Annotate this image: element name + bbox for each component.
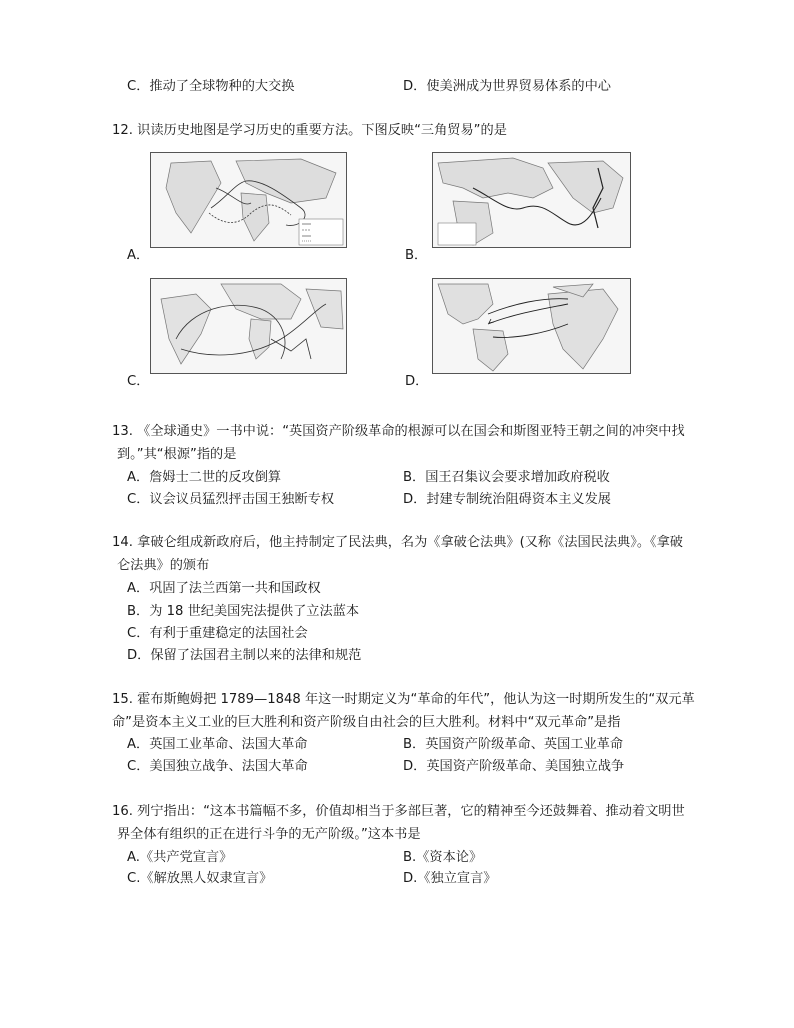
map-b — [432, 152, 631, 248]
q12-label-a: A． — [127, 248, 150, 263]
q12-stem: 12. 识读历史地图是学习历史的重要方法。下图反映“三角贸易”的是 — [112, 123, 507, 138]
map-c-graphic — [151, 279, 346, 373]
q15-stem-line1: 15. 霍布斯鲍姆把 1789—1848 年这一时期定义为“革命的年代”，他认为这一时期所发生的“双元革 — [112, 692, 695, 707]
q16-stem-line1: 16. 列宁指出：“这本书篇幅不多，价值却相当于多部巨著，它的精神至今还鼓舞着、推动着文明世 — [112, 804, 685, 819]
q15-option-a: A．英国工业革命、法国大革命 — [127, 737, 308, 752]
q14-option-b: B．为 18 世纪美国宪法提供了立法蓝本 — [127, 604, 360, 619]
q11-option-d: D．使美洲成为世界贸易体系的中心 — [403, 79, 611, 94]
q13-option-a: A．詹姆士二世的反攻倒算 — [127, 470, 282, 485]
q16-stem-line2: 界全体有组织的正在进行斗争的无产阶级。”这本书是 — [117, 827, 421, 842]
map-b-graphic — [433, 153, 630, 247]
q16-option-b: B.《资本论》 — [403, 850, 483, 865]
q14-stem-line2: 仑法典》的颁布 — [117, 558, 210, 573]
q15-stem-line2: 命”是资本主义工业的巨大胜利和资产阶级自由社会的巨大胜利。材料中“双元革命”是指 — [112, 715, 621, 730]
q14-stem-line1: 14. 拿破仑组成新政府后，他主持制定了民法典，名为《拿破仑法典》(又称《法国民法典》。《拿破 — [112, 535, 683, 550]
map-c — [150, 278, 347, 374]
q16-option-d: D.《独立宣言》 — [403, 871, 497, 886]
q15-option-b: B．英国资产阶级革命、英国工业革命 — [403, 737, 624, 752]
q12-label-b: B． — [405, 248, 428, 263]
q13-stem-line2: 到。”其“根源”指的是 — [117, 447, 237, 462]
q14-option-c: C．有利于重建稳定的法国社会 — [127, 626, 308, 641]
map-d — [432, 278, 631, 374]
q11-option-c: C．推动了全球物种的大交换 — [127, 79, 295, 94]
q13-stem-line1: 13. 《全球通史》一书中说：“英国资产阶级革命的根源可以在国会和斯图亚特王朝之间的冲突中找 — [112, 424, 685, 439]
q14-option-a: A．巩固了法兰西第一共和国政权 — [127, 581, 321, 596]
q16-option-c: C.《解放黑人奴隶宣言》 — [127, 871, 273, 886]
q12-label-c: C． — [127, 374, 150, 389]
map-a-graphic — [151, 153, 346, 247]
q15-option-c: C．美国独立战争、法国大革命 — [127, 759, 308, 774]
q13-option-b: B．国王召集议会要求增加政府税收 — [403, 470, 610, 485]
q15-option-d: D．英国资产阶级革命、美国独立战争 — [403, 759, 625, 774]
q13-option-c: C．议会议员猛烈抨击国王独断专权 — [127, 492, 335, 507]
map-a — [150, 152, 347, 248]
map-d-graphic — [433, 279, 630, 373]
q12-label-d: D． — [405, 374, 429, 389]
q14-option-d: D．保留了法国君主制以来的法律和规范 — [127, 648, 362, 663]
q13-option-d: D．封建专制统治阻碍资本主义发展 — [403, 492, 611, 507]
q16-option-a: A.《共产党宣言》 — [127, 850, 233, 865]
